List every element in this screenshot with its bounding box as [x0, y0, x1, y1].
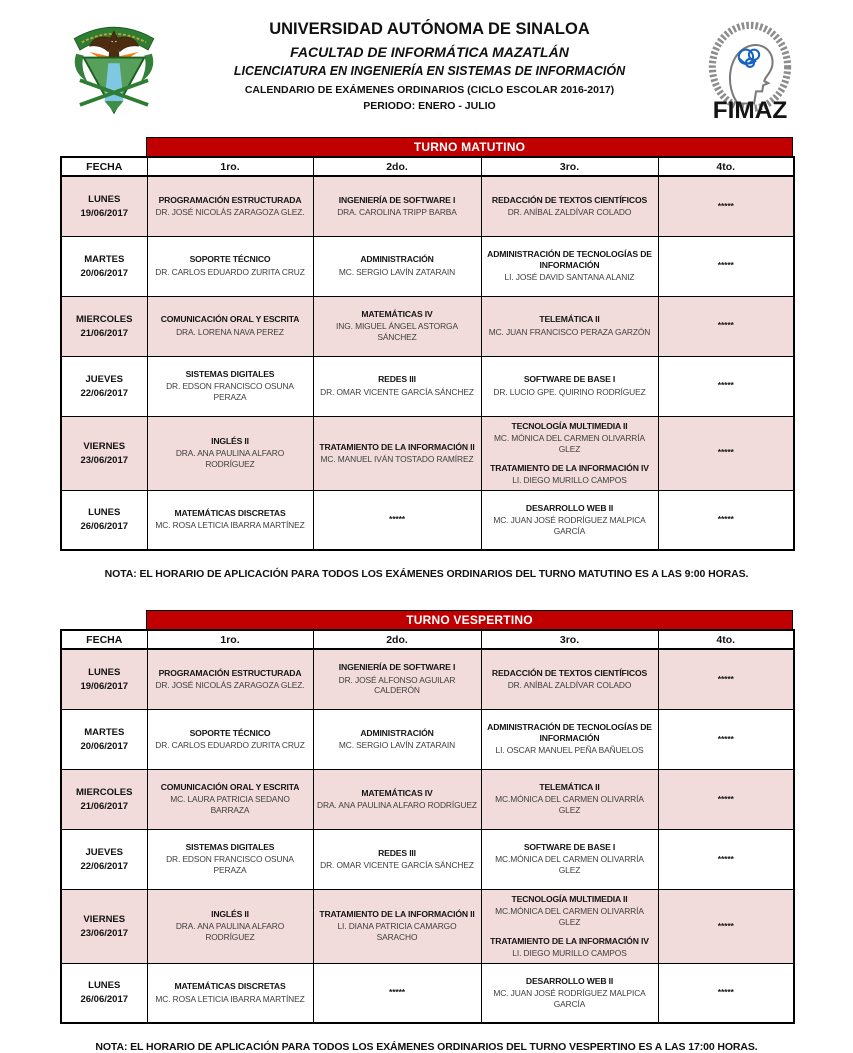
exam-entry [662, 514, 791, 525]
day-label: MIERCOLES [76, 313, 133, 325]
exam-entry [485, 936, 655, 959]
subject-label: SOFTWARE DE BASE I [523, 842, 616, 853]
exam-cell [313, 176, 481, 236]
subject-label: INGLÉS II [211, 436, 249, 447]
turno-vespertino-section [60, 610, 793, 1053]
subject-label: ***** [717, 673, 734, 684]
fimaz-icon [689, 18, 811, 124]
subject-label: REDES III [378, 847, 416, 858]
exam-entry [485, 463, 655, 486]
subject-label: PROGRAMACIÓN ESTRUCTURADA [158, 194, 302, 205]
column-header-1ro: 1ro. [147, 157, 313, 176]
exam-row [61, 176, 794, 236]
column-header-1ro: 1ro. [147, 630, 313, 649]
teacher-label: ING. MIGUEL ÁNGEL ASTORGA SÁNCHEZ [336, 321, 458, 343]
exam-cell [313, 649, 481, 709]
day-label: VIERNES [83, 913, 126, 925]
teacher-label: MC.MÓNICA DEL CARMEN OLIVARRÍA GLEZ [495, 905, 644, 927]
exam-entry [662, 320, 791, 331]
day-label: LUNES [88, 507, 121, 519]
day-label: JUEVES [85, 846, 123, 858]
exam-entry [151, 508, 310, 531]
exam-entry [317, 909, 478, 943]
subject-label: ADMINISTRACIÓN [360, 727, 434, 738]
exam-cell [658, 176, 794, 236]
date-label: 23/06/2017 [80, 927, 129, 939]
exam-cell [481, 356, 658, 416]
subject-label: ADMINISTRACIÓN DE TECNOLOGÍAS DE INFORMACIÓN [487, 248, 652, 271]
exam-entry [485, 722, 655, 756]
date-cell [61, 236, 147, 296]
subject-label: MATEMÁTICAS DISCRETAS [174, 981, 286, 992]
exam-row [61, 829, 794, 889]
subject-label: MATEMÁTICAS IV [361, 787, 433, 798]
date-cell [61, 889, 147, 963]
fimaz-logo [689, 10, 817, 129]
column-header-3ro: 3ro. [481, 630, 658, 649]
exam-entry [662, 260, 791, 271]
exam-cell [658, 649, 794, 709]
date-cell [61, 296, 147, 356]
subject-label: TRATAMIENTO DE LA INFORMACIÓN II [319, 909, 475, 920]
date-label: 19/06/2017 [80, 680, 129, 692]
exam-cell [313, 709, 481, 769]
day-label: VIERNES [83, 440, 126, 452]
column-header-row [61, 630, 794, 649]
exam-cell [658, 963, 794, 1023]
exam-entry [317, 195, 478, 218]
subject-label: ADMINISTRACIÓN [360, 254, 434, 265]
turno-vespertino-title-bar [146, 610, 793, 629]
exam-cell [313, 296, 481, 356]
column-header-row [61, 157, 794, 176]
teacher-label: DR. ANÍBAL ZALDÍVAR COLADO [507, 679, 632, 690]
subject-label: ***** [717, 200, 734, 211]
exam-entry [485, 503, 655, 537]
date-cell [61, 963, 147, 1023]
exam-entry [485, 668, 655, 691]
exam-cell [147, 829, 313, 889]
exam-row [61, 963, 794, 1023]
subject-label: PROGRAMACIÓN ESTRUCTURADA [158, 667, 302, 678]
exam-cell [147, 889, 313, 963]
subject-label: TELEMÁTICA II [539, 314, 600, 325]
exam-entry [485, 976, 655, 1010]
exam-row [61, 236, 794, 296]
exam-entry [662, 380, 791, 391]
subject-label: ***** [389, 514, 405, 525]
exam-entry [485, 842, 655, 876]
teacher-label: MC.MÓNICA DEL CARMEN OLIVARRÍA GLEZ [495, 794, 644, 816]
day-label: MARTES [84, 253, 125, 265]
exam-cell [481, 416, 658, 490]
exam-cell [313, 356, 481, 416]
exam-entry [151, 668, 310, 691]
exam-cell [313, 829, 481, 889]
subject-label: ***** [717, 987, 734, 998]
teacher-label: DR. JOSÉ NICOLÁS ZARAGOZA GLEZ. [155, 206, 305, 217]
teacher-label: MC. MÓNICA DEL CARMEN OLIVARRÍA GLEZ [494, 432, 645, 454]
day-label: JUEVES [85, 373, 123, 385]
subject-label: REDACCIÓN DE TEXTOS CIENTÍFICOS [491, 667, 648, 678]
date-label: 26/06/2017 [80, 521, 129, 533]
subject-label: ***** [717, 260, 734, 271]
exam-cell [481, 889, 658, 963]
teacher-label: DR. OMAR VICENTE GARCÍA SÁNCHEZ [320, 386, 474, 397]
teacher-label: DR. CARLOS EDUARDO ZURITA CRUZ [155, 266, 305, 277]
exam-cell [658, 769, 794, 829]
exam-cell [658, 829, 794, 889]
date-label: 21/06/2017 [80, 800, 129, 812]
exam-entry [151, 909, 310, 943]
subject-label: MATEMÁTICAS IV [361, 308, 433, 319]
fimaz-wordmark: FIMAZ [712, 96, 788, 124]
teacher-label: DRA. CAROLINA TRIPP BARBA [337, 206, 457, 217]
exam-cell [481, 649, 658, 709]
exam-row [61, 356, 794, 416]
exam-entry [485, 249, 655, 283]
subject-label: SISTEMAS DIGITALES [185, 842, 275, 853]
day-label: LUNES [88, 980, 121, 992]
teacher-label: MC.MÓNICA DEL CARMEN OLIVARRÍA GLEZ [495, 854, 644, 876]
document-header [0, 0, 853, 129]
exam-entry [317, 514, 478, 525]
exam-entry [151, 842, 310, 876]
exam-entry [317, 442, 478, 465]
day-label: LUNES [88, 666, 121, 678]
teacher-label: MC. JUAN JOSÉ RODRÍGUEZ MALPICA GARCÍA [493, 515, 646, 536]
exam-row [61, 649, 794, 709]
subject-label: REDACCIÓN DE TEXTOS CIENTÍFICOS [491, 194, 648, 205]
column-header-fecha: FECHA [61, 630, 147, 649]
date-label: 21/06/2017 [80, 327, 129, 339]
exam-entry [151, 314, 310, 337]
exam-entry [151, 436, 310, 470]
date-cell [61, 769, 147, 829]
subject-label: TECNOLOGÍA MULTIMEDIA II [511, 893, 628, 904]
teacher-label: DRA. ANA PAULINA ALFARO RODRÍGUEZ [317, 799, 477, 810]
subject-label: COMUNICACIÓN ORAL Y ESCRITA [160, 782, 300, 793]
calendar-title: CALENDARIO DE EXÁMENES ORDINARIOS (CICLO ESCOLAR 2016-2017) [244, 84, 615, 97]
teacher-label: LI. DIANA PATRICIA CAMARGO SARACHO [337, 921, 457, 943]
subject-label: INGENIERÍA DE SOFTWARE I [338, 194, 456, 205]
teacher-label: MC. ROSA LETICIA IBARRA MARTÍNEZ [155, 993, 305, 1004]
exam-entry [662, 734, 791, 745]
teacher-label: DRA. ANA PAULINA ALFARO RODRÍGUEZ [175, 448, 285, 470]
exam-cell [147, 296, 313, 356]
subject-label: TECNOLOGÍA MULTIMEDIA II [511, 420, 628, 431]
teacher-label: DR. EDSON FRANCISCO OSUNA PERAZA [166, 854, 294, 876]
date-label: 20/06/2017 [80, 267, 129, 279]
exam-entry [317, 309, 478, 343]
exam-entry [317, 662, 478, 696]
exam-entry [485, 195, 655, 218]
exam-cell [147, 490, 313, 550]
exam-entry [317, 728, 478, 751]
exam-table-body [61, 176, 794, 550]
teacher-label: DR. EDSON FRANCISCO OSUNA PERAZA [166, 381, 294, 403]
period-title: PERIODO: ENERO - JULIO [363, 99, 496, 112]
date-cell [61, 709, 147, 769]
subject-label: ***** [717, 733, 734, 744]
exam-entry [317, 848, 478, 871]
teacher-label: DRA. LORENA NAVA PEREZ [176, 326, 284, 337]
column-header-3ro: 3ro. [481, 157, 658, 176]
exam-entry [151, 782, 310, 816]
exam-cell [313, 963, 481, 1023]
exam-table-matutino [60, 156, 795, 551]
exam-entry [662, 921, 791, 932]
exam-entry [151, 254, 310, 277]
date-cell [61, 356, 147, 416]
subject-label: ***** [717, 514, 734, 525]
subject-label: SOFTWARE DE BASE I [523, 374, 616, 385]
exam-row [61, 296, 794, 356]
exam-entry [485, 314, 655, 337]
teacher-label: MC. MANUEL IVÁN TOSTADO RAMÍREZ [320, 453, 474, 464]
teacher-label: DRA. ANA PAULINA ALFARO RODRÍGUEZ [175, 921, 285, 943]
column-header-4to: 4to. [658, 157, 794, 176]
exam-cell [147, 416, 313, 490]
exam-entry [151, 728, 310, 751]
teacher-label: MC. SERGIO LAVÍN ZATARAIN [338, 266, 456, 277]
exam-cell [658, 356, 794, 416]
column-header-2do: 2do. [313, 630, 481, 649]
turno-matutino-title-bar [146, 137, 793, 156]
teacher-label: MC. SERGIO LAVÍN ZATARAIN [338, 739, 456, 750]
subject-label: TRATAMIENTO DE LA INFORMACIÓN II [319, 441, 475, 452]
exam-entry [662, 854, 791, 865]
exam-table-body [61, 649, 794, 1023]
exam-cell [658, 236, 794, 296]
exam-cell [313, 416, 481, 490]
subject-label: INGENIERÍA DE SOFTWARE I [338, 662, 456, 673]
exam-row [61, 490, 794, 550]
exam-cell [658, 416, 794, 490]
uas-crest-icon [58, 14, 170, 120]
program-title: LICENCIATURA EN INGENIERÍA EN SISTEMAS DE INFORMACIÓN [233, 64, 626, 79]
subject-label: COMUNICACIÓN ORAL Y ESCRITA [160, 314, 300, 325]
subject-label: INGLÉS II [211, 909, 249, 920]
column-header-fecha: FECHA [61, 157, 147, 176]
teacher-label: LI. DIEGO MURILLO CAMPOS [512, 474, 627, 485]
subject-label: ***** [389, 987, 405, 998]
exam-row [61, 889, 794, 963]
subject-label: TELEMÁTICA II [539, 782, 600, 793]
exam-row [61, 416, 794, 490]
turno-vespertino-title: TURNO VESPERTINO [406, 613, 533, 628]
subject-label: SOPORTE TÉCNICO [189, 254, 271, 265]
exam-row [61, 709, 794, 769]
subject-label: ***** [717, 447, 734, 458]
faculty-title: FACULTAD DE INFORMÁTICA MAZATLÁN [290, 43, 569, 60]
exam-entry [485, 374, 655, 397]
subject-label: ***** [717, 853, 734, 864]
exam-entry [317, 254, 478, 277]
subject-label: DESARROLLO WEB II [525, 975, 614, 986]
teacher-label: MC. LAURA PATRICIA SEDANO BARRAZA [170, 794, 290, 816]
teacher-label: DR. JOSÉ NICOLÁS ZARAGOZA GLEZ. [155, 679, 305, 690]
exam-cell [481, 176, 658, 236]
exam-cell [313, 236, 481, 296]
subject-label: ***** [717, 320, 734, 331]
exam-cell [147, 236, 313, 296]
exam-entry [317, 987, 478, 998]
teacher-label: LI. JOSÉ DAVID SANTANA ALANIZ [504, 272, 635, 283]
teacher-label: LI. DIEGO MURILLO CAMPOS [512, 947, 627, 958]
exam-cell [147, 356, 313, 416]
exam-entry [662, 987, 791, 998]
date-label: 22/06/2017 [80, 387, 129, 399]
date-label: 20/06/2017 [80, 740, 129, 752]
exam-cell [147, 649, 313, 709]
day-label: MIERCOLES [76, 786, 133, 798]
exam-cell [147, 709, 313, 769]
exam-entry [662, 674, 791, 685]
subject-label: SOPORTE TÉCNICO [189, 727, 271, 738]
exam-row [61, 769, 794, 829]
date-label: 26/06/2017 [80, 994, 129, 1006]
note-vespertino: NOTA: EL HORARIO DE APLICACIÓN PARA TODOS LOS EXÁMENES ORDINARIOS DEL TURNO VESPERTINO ES A LAS 17:00 HORAS. [95, 1041, 758, 1053]
exam-entry [151, 981, 310, 1004]
exam-entry [662, 201, 791, 212]
exam-cell [313, 889, 481, 963]
exam-cell [313, 769, 481, 829]
date-cell [61, 176, 147, 236]
teacher-label: DR. JOSÉ ALFONSO AGUILAR CALDERÓN [338, 674, 456, 696]
subject-label: ***** [717, 380, 734, 391]
exam-cell [658, 490, 794, 550]
exam-entry [485, 894, 655, 928]
exam-cell [658, 296, 794, 356]
exam-entry [317, 374, 478, 397]
day-label: LUNES [88, 193, 121, 205]
date-cell [61, 829, 147, 889]
exam-entry [662, 447, 791, 458]
exam-cell [147, 769, 313, 829]
teacher-label: MC. JUAN JOSÉ RODRÍGUEZ MALPICA GARCÍA [493, 988, 646, 1010]
subject-label: ADMINISTRACIÓN DE TECNOLOGÍAS DE INFORMACIÓN [487, 721, 652, 744]
exam-cell [147, 963, 313, 1023]
date-label: 19/06/2017 [80, 207, 129, 219]
subject-label: MATEMÁTICAS DISCRETAS [174, 508, 286, 519]
note-matutino: NOTA: EL HORARIO DE APLICACIÓN PARA TODOS LOS EXÁMENES ORDINARIOS DEL TURNO MATUTINO ES A LAS 9:00 HORAS. [104, 568, 749, 581]
exam-table-vespertino [60, 629, 795, 1024]
subject-label: REDES III [378, 374, 416, 385]
exam-cell [658, 889, 794, 963]
teacher-label: LI. OSCAR MANUEL PEÑA BAÑUELOS [495, 745, 644, 756]
teacher-label: MC. ROSA LETICIA IBARRA MARTÍNEZ [155, 520, 305, 531]
uas-crest-logo [58, 10, 170, 125]
exam-cell [481, 829, 658, 889]
exam-cell [481, 963, 658, 1023]
teacher-label: DR. ANÍBAL ZALDÍVAR COLADO [507, 206, 632, 217]
teacher-label: MC. JUAN FRANCISCO PERAZA GARZÓN [488, 326, 651, 337]
day-label: MARTES [84, 726, 125, 738]
teacher-label: DR. LUCIO GPE. QUIRINO RODRÍGUEZ [493, 386, 646, 397]
exam-cell [481, 709, 658, 769]
exam-cell [147, 176, 313, 236]
subject-label: TRATAMIENTO DE LA INFORMACIÓN IV [490, 935, 649, 946]
header-titles [170, 10, 689, 114]
turno-matutino-title: TURNO MATUTINO [413, 140, 526, 154]
exam-cell [481, 490, 658, 550]
column-header-4to: 4to. [658, 630, 794, 649]
date-label: 22/06/2017 [80, 860, 129, 872]
exam-cell [658, 709, 794, 769]
university-title: UNIVERSIDAD AUTÓNOMA DE SINALOA [269, 20, 590, 38]
turno-matutino-section [60, 137, 793, 580]
exam-entry [485, 782, 655, 816]
teacher-label: DR. CARLOS EDUARDO ZURITA CRUZ [155, 739, 305, 750]
exam-cell [481, 296, 658, 356]
subject-label: ***** [717, 920, 734, 931]
exam-entry [485, 421, 655, 455]
subject-label: TRATAMIENTO DE LA INFORMACIÓN IV [490, 462, 649, 473]
exam-entry [151, 369, 310, 403]
column-header-2do: 2do. [313, 157, 481, 176]
exam-entry [151, 195, 310, 218]
exam-cell [313, 490, 481, 550]
teacher-label: DR. OMAR VICENTE GARCÍA SÁNCHEZ [320, 859, 474, 870]
subject-label: ***** [717, 793, 734, 804]
exam-entry [317, 788, 478, 811]
exam-cell [481, 769, 658, 829]
date-cell [61, 649, 147, 709]
subject-label: SISTEMAS DIGITALES [185, 368, 275, 379]
subject-label: DESARROLLO WEB II [525, 502, 614, 513]
date-label: 23/06/2017 [80, 454, 129, 466]
date-cell [61, 490, 147, 550]
exam-entry [662, 794, 791, 805]
exam-cell [481, 236, 658, 296]
date-cell [61, 416, 147, 490]
